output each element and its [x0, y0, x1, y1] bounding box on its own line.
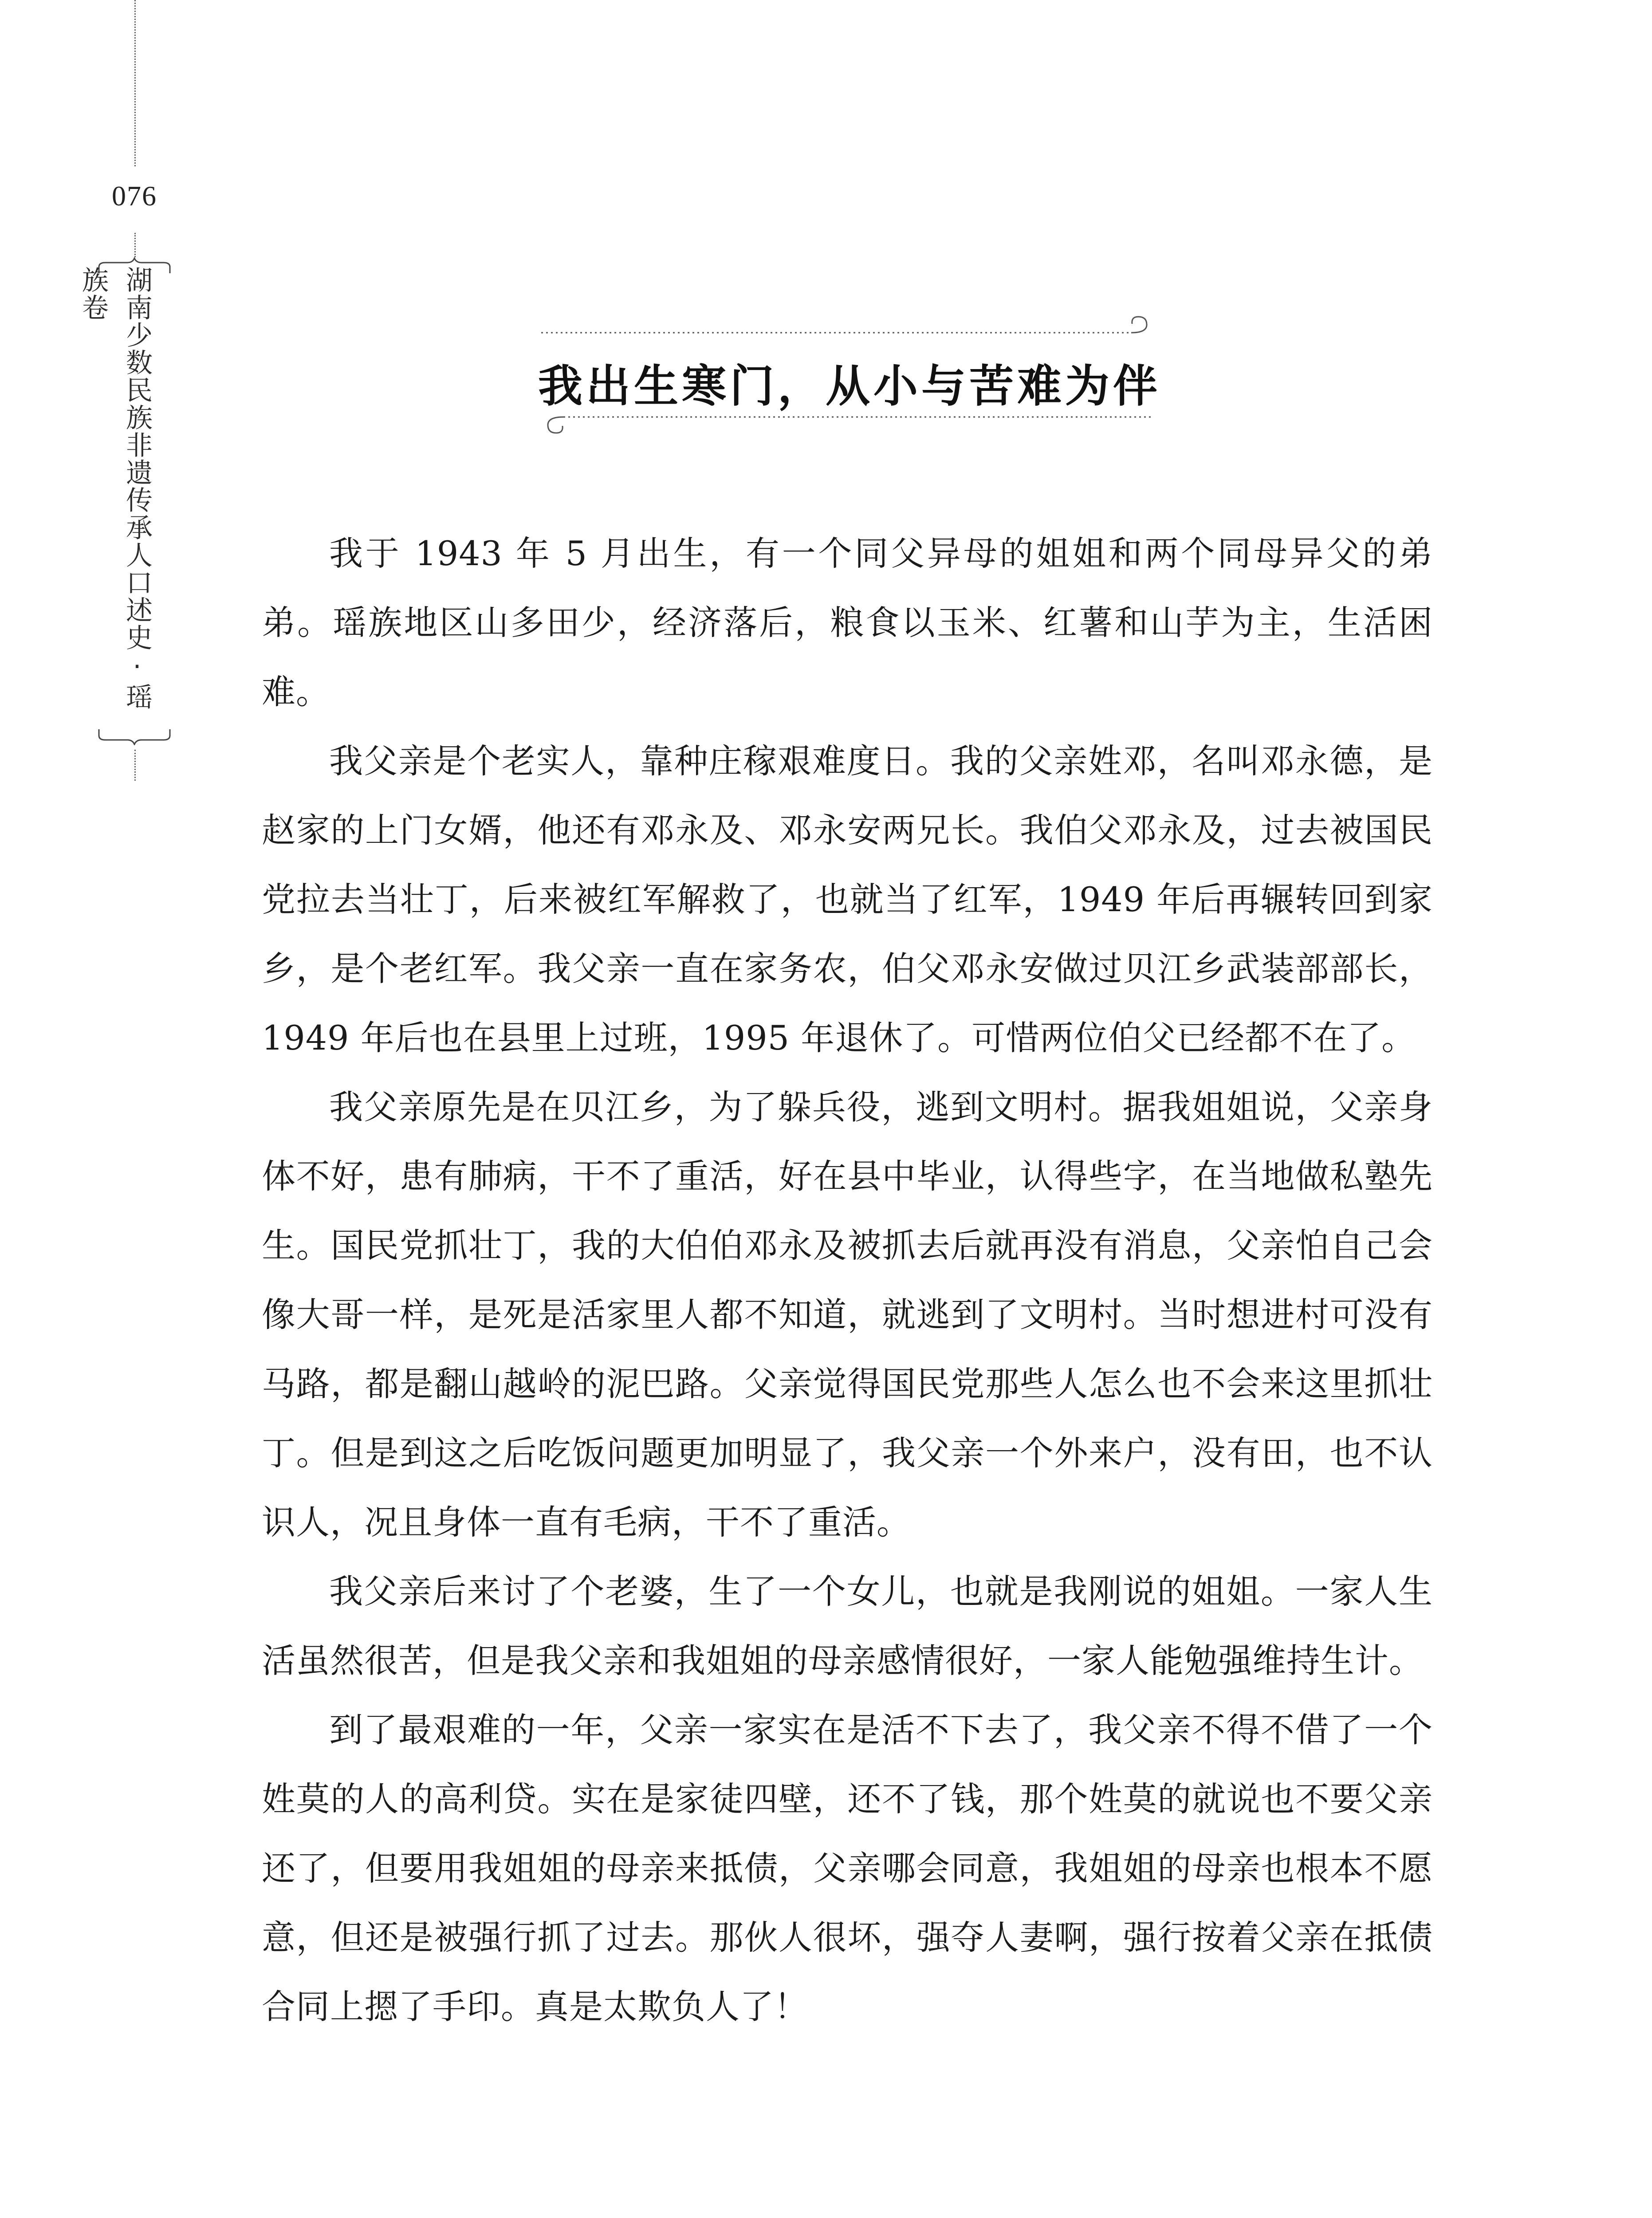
paragraph: 我父亲原先是在贝江乡，为了躲兵役，逃到文明村。据我姐姐说，父亲身体不好，患有肺病，干不了重活，好在县中毕业，认得些字，在当地做私塾先生。国民党抓壮丁，我的大伯伯邓永及被抓去后就再没有消息，父亲怕自己会像大哥一样，是死是活家里人都不知道，就逃到了文明村。当时想进村可没有马路，都是翻山越岭的泥巴路。父亲觉得国民党那些人怎么也不会来这里抓壮丁。但是到这之后吃饭问题更加明显了，我父亲一个外来户，没有田，也不认识人，况且身体一直有毛病，干不了重活。	[262, 1087, 1433, 1542]
running-head-book-title: 湖南少数民族非遗传承人口述史·瑶族卷	[78, 266, 153, 711]
paragraph: 我于 1943 年 5 月出生，有一个同父异母的姐姐和两个同母异父的弟弟。瑶族地区山多田少，经济落后，粮食以玉米、红薯和山芋为主，生活困难。	[262, 534, 1433, 712]
chapter-title: 我出生寒门，从小与苦难为伴	[538, 360, 1161, 412]
paragraph: 我父亲是个老实人，靠种庄稼艰难度日。我的父亲姓邓，名叫邓永德，是赵家的上门女婿，他还有邓永及、邓永安两兄长。我伯父邓永及，过去被国民党拉去当壮丁，后来被红军解救了，也就当了红军，1949 年后再辗转回到家乡，是个老红军。我父亲一直在家务农，伯父邓永安做过贝江乡武装部部长，1949 年后也在县里上过班，1995 年退休了。可惜两位伯父已经都不在了。	[262, 741, 1433, 1058]
paragraph: 我父亲后来讨了个老婆，生了一个女儿，也就是我刚说的姐姐。一家人生活虽然很苦，但是我父亲和我姐姐的母亲感情很好，一家人能勉强维持生计。	[262, 1572, 1433, 1680]
paragraph: 到了最艰难的一年，父亲一家实在是活不下去了，我父亲不得不借了一个姓莫的人的高利贷。实在是家徒四壁，还不了钱，那个姓莫的就说也不要父亲还了，但要用我姐姐的母亲来抵债，父亲哪会同意，我姐姐的母亲也根本不愿意，但还是被强行抓了过去。那伙人很坏，强夺人妻啊，强行按着父亲在抵债合同上摁了手印。真是太欺负人了！	[262, 1710, 1433, 2026]
margin-rule-top	[134, 0, 136, 166]
page-number: 076	[112, 180, 157, 212]
margin-rule-bottom	[134, 750, 136, 781]
body-text	[262, 519, 1433, 2041]
margin-rule-middle	[134, 233, 136, 257]
running-head-bracket-bottom	[95, 728, 173, 745]
